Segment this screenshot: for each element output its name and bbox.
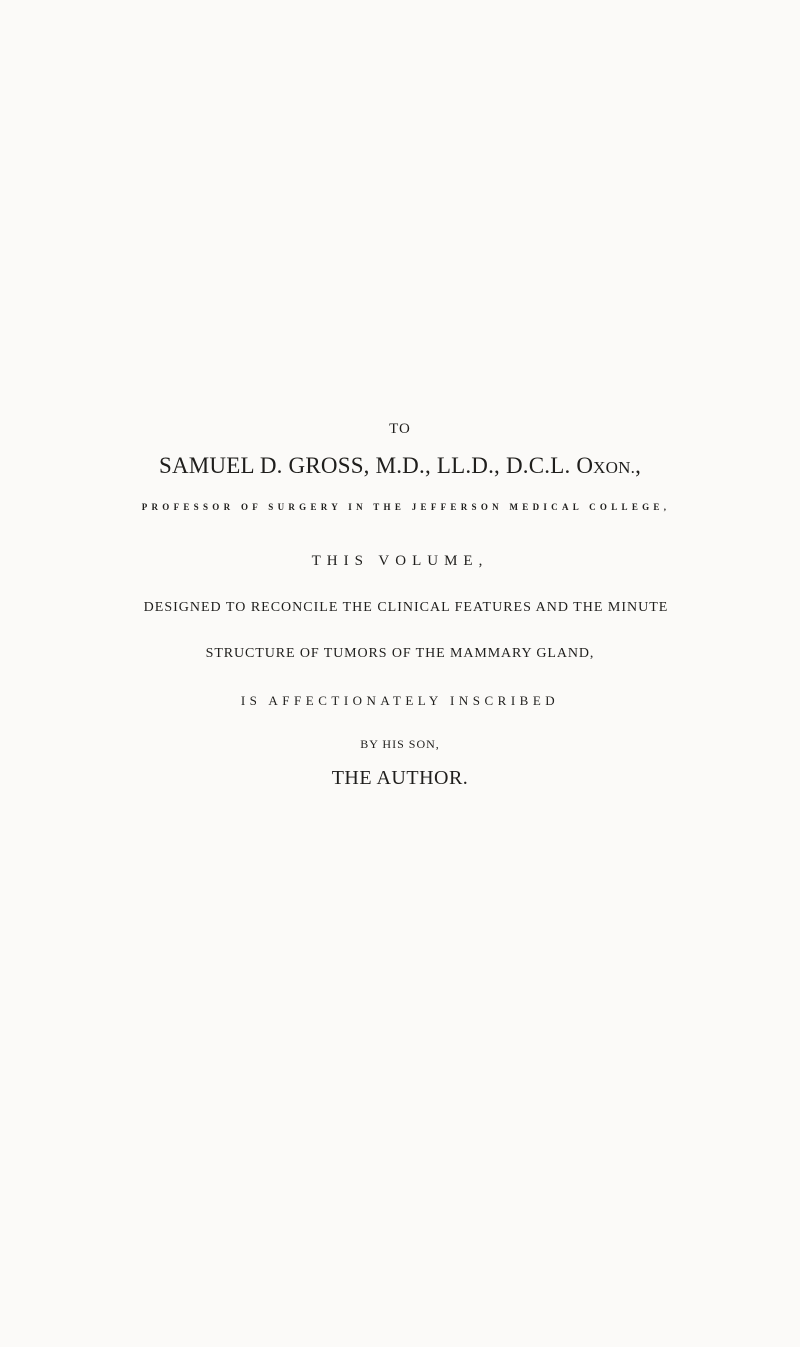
oxon-rest: XON.: [593, 458, 636, 477]
purpose-line-1: DESIGNED TO RECONCILE THE CLINICAL FEATURES AND THE MINUTE: [143, 600, 669, 615]
oxon-initial: O: [576, 453, 594, 478]
by-his-son-line: BY HIS SON,: [360, 737, 440, 751]
inscribed-line: IS AFFECTIONATELY INSCRIBED: [240, 693, 560, 708]
dedicatee-name-line: [0, 453, 800, 479]
dedicatee-title: PROFESSOR OF SURGERY IN THE JEFFERSON MEDICAL COLLEGE,: [141, 502, 671, 512]
purpose-line-2: STRUCTURE OF TUMORS OF THE MAMMARY GLAND,: [205, 646, 595, 661]
author-signature: THE AUTHOR.: [331, 767, 469, 789]
volume-line: THIS VOLUME,: [311, 553, 489, 569]
oxon-comma: ,: [635, 453, 642, 478]
dedication-to: TO: [389, 421, 411, 437]
dedicatee-name: SAMUEL D. GROSS, M.D., LL.D., D.C.L.: [158, 453, 571, 478]
